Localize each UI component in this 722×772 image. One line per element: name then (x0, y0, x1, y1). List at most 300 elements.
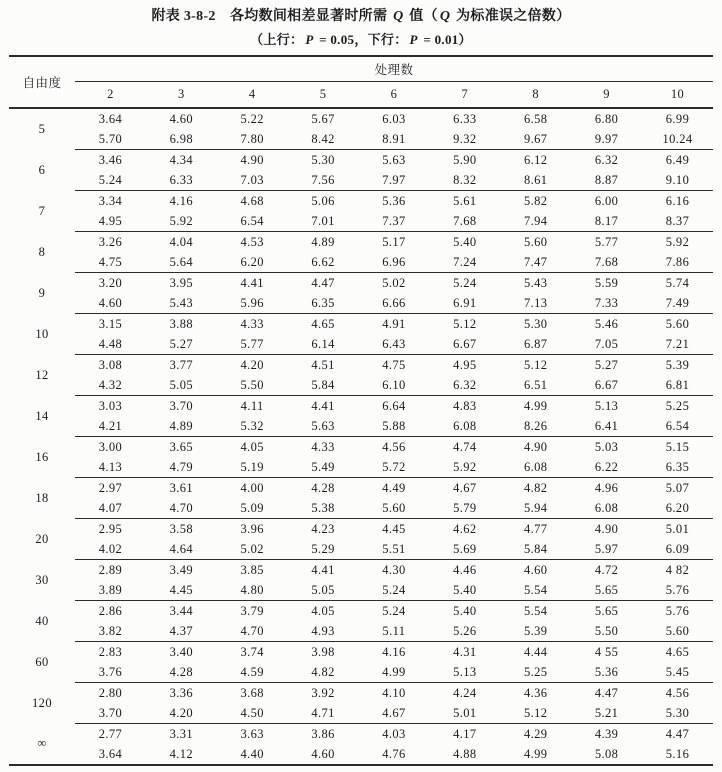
q-cell: 6.81 (642, 375, 713, 396)
q-cell: 5.02 (217, 539, 288, 560)
q-cell: 5.46 (594, 316, 619, 331)
q-cell: 3.64 (98, 111, 123, 126)
q-cell: 5.54 (523, 603, 548, 618)
q-cell: 5.36 (382, 193, 406, 208)
q-row-p005 (9, 232, 713, 253)
q-cell: 4.40 (217, 744, 288, 765)
q-cell: 4.03 (382, 726, 406, 741)
q-cell: 6.00 (594, 193, 619, 208)
q-cell: 4.83 (453, 398, 477, 413)
q-cell: 3.31 (169, 726, 194, 741)
q-cell: 5.94 (500, 498, 571, 519)
q-row-p005 (9, 355, 713, 376)
q-cell: 6.35 (288, 293, 359, 314)
q-row-p001 (9, 744, 713, 765)
q-cell: 4.68 (240, 193, 264, 208)
q-cell: 4.91 (382, 316, 406, 331)
q-cell: 5.72 (359, 457, 430, 478)
q-row-p005 (9, 150, 713, 171)
q-cell: 4.53 (240, 234, 264, 249)
q-cell: 5.22 (240, 111, 264, 126)
q-cell: 3.76 (75, 662, 146, 683)
column-number-row (9, 82, 713, 109)
title-text: 值（ (405, 9, 438, 24)
q-cell: 4.16 (382, 644, 406, 659)
q-cell: 7.68 (571, 252, 642, 273)
q-cell: 4.79 (146, 457, 217, 478)
q-cell: 4.59 (217, 662, 288, 683)
q-cell: 5.39 (665, 357, 690, 372)
q-cell: 5.84 (500, 539, 571, 560)
q-cell: 7.13 (500, 293, 571, 314)
title-text: 为标准误之倍数） (452, 9, 571, 24)
q-row-p001 (9, 129, 713, 150)
q-row-p005 (9, 519, 713, 540)
variable-letter: P (305, 32, 314, 47)
q-cell: 4.76 (359, 744, 430, 765)
q-value-table (9, 55, 713, 766)
q-cell: 6.80 (594, 111, 619, 126)
q-cell: 3.74 (240, 644, 264, 659)
q-cell: 4.34 (169, 152, 194, 167)
q-cell: 4.60 (169, 111, 194, 126)
q-cell: 5.51 (359, 539, 430, 560)
q-row-p005 (9, 314, 713, 335)
q-cell: 5.03 (594, 439, 619, 454)
q-cell: 5.01 (429, 703, 500, 724)
q-cell: 3.92 (311, 685, 335, 700)
df-value: 16 (35, 449, 49, 464)
q-cell: 6.33 (453, 111, 477, 126)
q-cell: 3.68 (240, 685, 264, 700)
q-cell: 6.43 (359, 334, 430, 355)
q-cell: 4.67 (453, 480, 477, 495)
q-cell: 4.60 (75, 293, 146, 314)
q-cell: 4.07 (75, 498, 146, 519)
q-row-p005 (9, 273, 713, 294)
q-cell: 5.70 (75, 129, 146, 150)
q-cell: 5.25 (500, 662, 571, 683)
q-cell: 4.20 (146, 703, 217, 724)
q-cell: 4.31 (453, 644, 477, 659)
q-cell: 6.10 (359, 375, 430, 396)
q-cell: 4.45 (382, 521, 406, 536)
q-cell: 3.85 (240, 562, 264, 577)
q-row-p005 (9, 437, 713, 458)
q-cell: 5.92 (429, 457, 500, 478)
treatment-count-header: 处理数 (75, 56, 713, 82)
q-cell: 5.11 (359, 621, 430, 642)
q-cell: 3.64 (75, 744, 146, 765)
q-cell: 5.29 (288, 539, 359, 560)
treatment-count-value: 5 (319, 87, 327, 101)
q-cell: 4.10 (382, 685, 406, 700)
q-cell: 6.32 (429, 375, 500, 396)
q-row-p005 (9, 642, 713, 663)
q-cell: 6.87 (500, 334, 571, 355)
q-cell: 3.70 (75, 703, 146, 724)
q-cell: 5.45 (642, 662, 713, 683)
q-row-p005 (9, 478, 713, 499)
q-cell: 4.88 (429, 744, 500, 765)
q-cell: 7.03 (217, 170, 288, 191)
q-cell: 3.00 (98, 439, 123, 454)
q-cell: 4.41 (311, 562, 335, 577)
df-value: 120 (32, 695, 52, 710)
q-cell: 6.09 (642, 539, 713, 560)
q-cell: 4.51 (311, 357, 335, 372)
q-cell: 3.77 (169, 357, 194, 372)
q-cell: 7.94 (500, 211, 571, 232)
q-cell: 5.07 (665, 480, 690, 495)
q-cell: 7.33 (571, 293, 642, 314)
q-cell: 5.24 (75, 170, 146, 191)
q-cell: 5.02 (382, 275, 406, 290)
q-cell: 4.46 (453, 562, 477, 577)
q-cell: 5.49 (288, 457, 359, 478)
q-cell: 4.99 (523, 398, 548, 413)
q-cell: 4.82 (288, 662, 359, 683)
table-header (9, 56, 713, 108)
q-cell: 5.17 (382, 234, 406, 249)
df-value: 7 (38, 203, 46, 218)
q-cell: 8.42 (288, 129, 359, 150)
q-cell: 4.65 (665, 644, 690, 659)
q-row-p005 (9, 108, 713, 129)
q-cell: 4.99 (500, 744, 571, 765)
q-cell: 4.90 (523, 439, 548, 454)
q-cell: 4.89 (311, 234, 335, 249)
q-cell: 4.28 (311, 480, 335, 495)
treatment-count-value: 4 (248, 87, 256, 101)
q-cell: 5.92 (146, 211, 217, 232)
q-cell: 4.04 (169, 234, 194, 249)
df-value: 20 (35, 531, 49, 546)
q-cell: 4.23 (311, 521, 335, 536)
q-cell: 5.60 (523, 234, 548, 249)
q-cell: 4.02 (75, 539, 146, 560)
q-cell: 3.03 (98, 398, 123, 413)
q-cell: 3.63 (240, 726, 264, 741)
q-cell: 5.69 (429, 539, 500, 560)
q-row-p005 (9, 560, 713, 581)
q-cell: 5.05 (288, 580, 359, 601)
q-cell: 5.40 (453, 603, 477, 618)
q-cell: 5.15 (665, 439, 690, 454)
table-title (9, 7, 713, 27)
q-cell: 4.47 (665, 726, 690, 741)
q-cell: 3.61 (169, 480, 194, 495)
q-cell: 6.62 (288, 252, 359, 273)
q-cell: 6.49 (665, 152, 690, 167)
q-row-p001 (9, 662, 713, 683)
q-cell: 4.29 (523, 726, 548, 741)
q-cell: 4.64 (146, 539, 217, 560)
q-cell: 6.20 (217, 252, 288, 273)
q-cell: 4.71 (288, 703, 359, 724)
q-row-p001 (9, 580, 713, 601)
q-cell: 3.96 (240, 521, 264, 536)
q-cell: 2.97 (98, 480, 123, 495)
q-cell: 5.77 (594, 234, 619, 249)
df-value: 18 (35, 490, 49, 505)
q-cell: 3.34 (98, 193, 123, 208)
q-cell: 6.03 (382, 111, 406, 126)
q-cell: 5.59 (594, 275, 619, 290)
q-cell: 5.76 (665, 603, 690, 618)
q-cell: 5.13 (429, 662, 500, 683)
q-cell: 4.49 (382, 480, 406, 495)
q-cell: 3.15 (98, 316, 123, 331)
q-cell: 5.67 (311, 111, 335, 126)
q-cell: 4.16 (169, 193, 194, 208)
title-text: = 0.01） (419, 32, 472, 47)
df-value: 40 (35, 613, 49, 628)
q-cell: 6.67 (429, 334, 500, 355)
q-cell: 4.47 (594, 685, 619, 700)
q-row-p001 (9, 457, 713, 478)
q-cell: 5.13 (594, 398, 619, 413)
q-cell: 5.60 (359, 498, 430, 519)
q-cell: 5.26 (429, 621, 500, 642)
q-cell: 5.88 (359, 416, 430, 437)
q-cell: 3.65 (169, 439, 194, 454)
q-cell: 5.50 (571, 621, 642, 642)
q-cell: 5.24 (453, 275, 477, 290)
q-cell: 3.20 (98, 275, 123, 290)
q-cell: 2.89 (98, 562, 123, 577)
q-cell: 5.63 (288, 416, 359, 437)
q-cell: 6.08 (500, 457, 571, 478)
variable-letter: Q (439, 9, 451, 24)
q-row-p001 (9, 539, 713, 560)
q-cell: 5.09 (217, 498, 288, 519)
q-cell: 4.41 (311, 398, 335, 413)
q-cell: 5.76 (642, 580, 713, 601)
q-cell: 6.08 (429, 416, 500, 437)
q-cell: 4.89 (146, 416, 217, 437)
q-cell: 6.54 (642, 416, 713, 437)
q-cell: 3.89 (75, 580, 146, 601)
q-cell: 7.37 (359, 211, 430, 232)
q-cell: 6.99 (665, 111, 690, 126)
q-cell: 4 82 (665, 562, 690, 577)
q-cell: 3.86 (311, 726, 335, 741)
q-cell: 5.24 (359, 580, 430, 601)
q-cell: 4.47 (311, 275, 335, 290)
q-cell: 5.65 (571, 580, 642, 601)
q-row-p005 (9, 724, 713, 745)
q-cell: 6.22 (571, 457, 642, 478)
q-cell: 4.32 (75, 375, 146, 396)
q-cell: 5.24 (382, 603, 406, 618)
df-value: 5 (38, 121, 46, 136)
q-row-p001 (9, 375, 713, 396)
q-cell: 4.75 (75, 252, 146, 273)
treatment-count-value: 2 (107, 87, 114, 101)
q-cell: 2.80 (98, 685, 123, 700)
q-cell: 4.56 (382, 439, 406, 454)
q-cell: 6.35 (642, 457, 713, 478)
q-cell: 4.33 (311, 439, 335, 454)
treatment-count-value: 10 (670, 87, 685, 101)
q-cell: 4.20 (240, 357, 264, 372)
q-cell: 5.43 (523, 275, 548, 290)
q-row-p005 (9, 683, 713, 704)
q-cell: 5.50 (217, 375, 288, 396)
q-cell: 6.58 (523, 111, 548, 126)
q-cell: 5.79 (429, 498, 500, 519)
q-cell: 5.05 (146, 375, 217, 396)
q-cell: 5.40 (453, 234, 477, 249)
treatment-count-value: 6 (390, 87, 398, 101)
q-cell: 5.54 (500, 580, 571, 601)
variable-letter: P (409, 32, 418, 47)
q-cell: 2.86 (98, 603, 123, 618)
q-cell: 5.19 (217, 457, 288, 478)
q-cell: 4.48 (75, 334, 146, 355)
q-row-p001 (9, 621, 713, 642)
q-cell: 4.33 (240, 316, 264, 331)
q-cell: 4.00 (240, 480, 264, 495)
q-cell: 5.97 (571, 539, 642, 560)
df-value: ∞ (37, 736, 47, 751)
q-cell: 2.95 (98, 521, 123, 536)
q-cell: 3.82 (75, 621, 146, 642)
q-cell: 4.44 (523, 644, 548, 659)
q-cell: 6.08 (571, 498, 642, 519)
q-cell: 3.46 (98, 152, 123, 167)
q-cell: 7.49 (642, 293, 713, 314)
q-cell: 3.26 (98, 234, 123, 249)
q-cell: 7.56 (288, 170, 359, 191)
df-column-header: 自由度 (22, 76, 62, 90)
q-cell: 8.37 (642, 211, 713, 232)
q-cell: 9.97 (571, 129, 642, 150)
q-cell: 4.37 (146, 621, 217, 642)
q-cell: 3.44 (169, 603, 194, 618)
q-row-p005 (9, 191, 713, 212)
q-cell: 3.95 (169, 275, 194, 290)
q-cell: 8.61 (500, 170, 571, 191)
q-cell: 5.96 (217, 293, 288, 314)
q-cell: 3.49 (169, 562, 194, 577)
q-cell: 6.16 (665, 193, 690, 208)
q-cell: 4.11 (240, 398, 264, 413)
q-cell: 3.88 (169, 316, 194, 331)
q-cell: 4.30 (382, 562, 406, 577)
q-cell: 6.12 (523, 152, 548, 167)
q-cell: 5.12 (500, 703, 571, 724)
q-cell: 5.65 (594, 603, 619, 618)
q-cell: 4.99 (359, 662, 430, 683)
df-value: 30 (35, 572, 49, 587)
q-cell: 7.24 (429, 252, 500, 273)
q-cell: 4 55 (594, 644, 619, 659)
q-cell: 3.58 (169, 521, 194, 536)
q-cell: 4.96 (594, 480, 619, 495)
q-cell: 5.30 (523, 316, 548, 331)
q-cell: 5.43 (146, 293, 217, 314)
q-cell: 5.61 (453, 193, 477, 208)
treatment-count-value: 3 (177, 87, 185, 101)
q-cell: 6.67 (571, 375, 642, 396)
q-cell: 9.67 (500, 129, 571, 150)
q-cell: 4.67 (359, 703, 430, 724)
q-cell: 5.30 (311, 152, 335, 167)
q-cell: 9.10 (642, 170, 713, 191)
q-cell: 4.80 (217, 580, 288, 601)
q-cell: 5.64 (146, 252, 217, 273)
q-cell: 4.39 (594, 726, 619, 741)
q-cell: 2.83 (98, 644, 123, 659)
q-cell: 6.98 (146, 129, 217, 150)
q-cell: 5.90 (453, 152, 477, 167)
df-value: 12 (35, 367, 49, 382)
title-text: （上行： (250, 32, 304, 47)
q-cell: 6.96 (359, 252, 430, 273)
q-cell: 4.05 (311, 603, 335, 618)
q-cell: 4.56 (665, 685, 690, 700)
q-cell: 4.70 (217, 621, 288, 642)
q-cell: 5.06 (311, 193, 335, 208)
q-cell: 4.24 (453, 685, 477, 700)
q-row-p001 (9, 170, 713, 191)
q-cell: 5.84 (288, 375, 359, 396)
q-cell: 2.77 (98, 726, 123, 741)
treatment-count-value: 9 (603, 87, 610, 101)
q-cell: 8.17 (571, 211, 642, 232)
q-cell: 6.41 (571, 416, 642, 437)
q-cell: 4.90 (240, 152, 264, 167)
q-cell: 5.16 (642, 744, 713, 765)
q-cell: 4.45 (146, 580, 217, 601)
q-cell: 7.68 (429, 211, 500, 232)
q-cell: 4.82 (523, 480, 548, 495)
q-cell: 4.17 (453, 726, 477, 741)
q-cell: 5.08 (571, 744, 642, 765)
q-row-p001 (9, 416, 713, 437)
q-cell: 5.77 (217, 334, 288, 355)
q-cell: 4.65 (311, 316, 335, 331)
q-cell: 5.01 (665, 521, 690, 536)
q-cell: 8.32 (429, 170, 500, 191)
q-row-p001 (9, 211, 713, 232)
q-cell: 4.05 (240, 439, 264, 454)
q-row-p005 (9, 601, 713, 622)
variable-letter: Q (393, 9, 404, 24)
q-cell: 4.62 (453, 521, 477, 536)
q-cell: 6.66 (359, 293, 430, 314)
q-row-p001 (9, 293, 713, 314)
q-cell: 6.91 (429, 293, 500, 314)
q-cell: 9.32 (429, 129, 500, 150)
q-row-p001 (9, 498, 713, 519)
q-cell: 7.80 (217, 129, 288, 150)
q-cell: 5.12 (453, 316, 477, 331)
q-cell: 4.72 (594, 562, 619, 577)
title-text: 附表 3-8-2 各均数间相差显著时所需 (151, 9, 392, 24)
q-cell: 8.26 (500, 416, 571, 437)
q-cell: 3.98 (311, 644, 335, 659)
q-cell: 8.87 (571, 170, 642, 191)
q-cell: 6.32 (594, 152, 619, 167)
q-cell: 5.39 (500, 621, 571, 642)
q-cell: 7.97 (359, 170, 430, 191)
df-value: 14 (35, 408, 49, 423)
q-cell: 4.60 (288, 744, 359, 765)
q-row-p001 (9, 252, 713, 273)
